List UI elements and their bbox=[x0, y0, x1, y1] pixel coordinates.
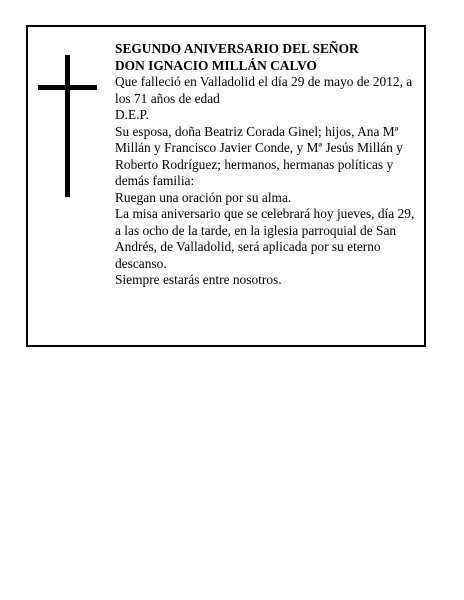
death-info: Que falleció en Valladolid el día 29 de mayo de 2012, a los 71 años de edad bbox=[115, 74, 413, 106]
rip-text: D.E.P. bbox=[115, 107, 149, 122]
notice-text bbox=[115, 41, 421, 289]
notice-title-line-2: DON IGNACIO MILLÁN CALVO bbox=[115, 57, 317, 73]
cross-vertical-bar bbox=[65, 55, 70, 197]
mass-info: La misa aniversario que se celebrará hoy jueves, día 29, a las ocho de la tarde, en la iglesia parroquial de San Andrés, de Valladolid, será aplicada por su eterno descanso. bbox=[115, 206, 415, 271]
family-text: Su esposa, doña Beatriz Corada Ginel; hijos, Ana Mª Millán y Francisco Javier Conde, y Mª Jesús Millán y Roberto Rodríguez; hermanos, hermanas políticas y demás familia: bbox=[115, 123, 403, 188]
obituary-notice bbox=[26, 25, 426, 347]
notice-title-line-1: SEGUNDO ANIVERSARIO DEL SEÑOR bbox=[115, 41, 359, 56]
cross-horizontal-bar bbox=[38, 85, 97, 90]
prayer-request: Ruegan una oración por su alma. bbox=[115, 189, 292, 205]
closing-text: Siempre estarás entre nosotros. bbox=[115, 272, 282, 287]
